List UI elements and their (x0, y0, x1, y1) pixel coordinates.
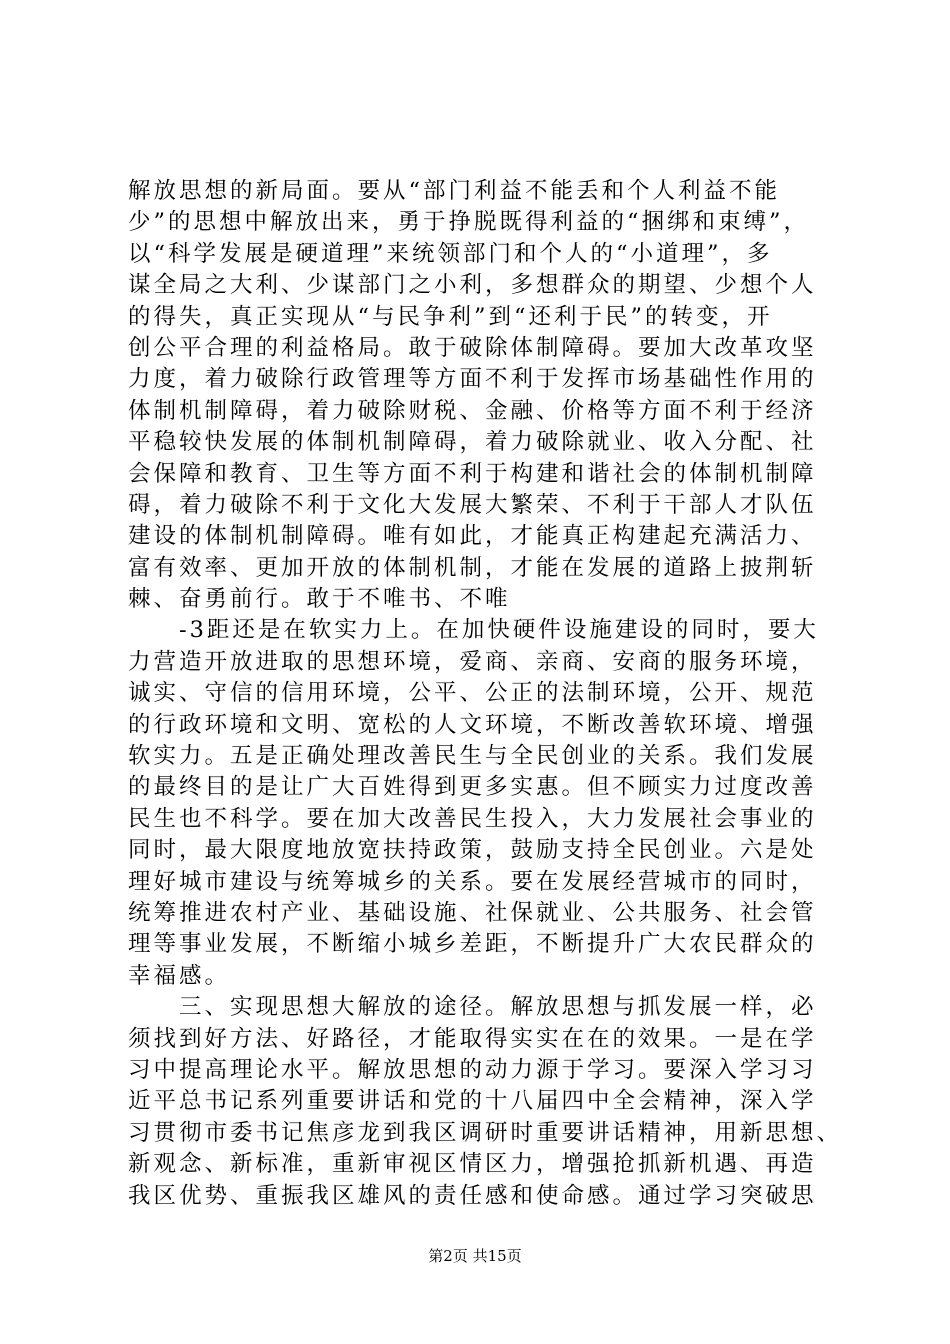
text-line: 的最终目的是让广大百姓得到更多实惠。但不顾实力过度改善 (128, 774, 817, 801)
text-line: 新观念、新标准，重新审视区情区力，增强抢抓新机遇、再造 (128, 1151, 817, 1178)
text-line: 力营造开放进取的思想环境，爱商、亲商、安商的服务环境， (128, 648, 817, 675)
text-line: 民生也不科学。要在加大改善民生投入，大力发展社会事业的 (128, 805, 817, 832)
text-line: 习贯彻市委书记焦彦龙到我区调研时重要讲话精神，用新思想、 (128, 1119, 843, 1146)
text-line: 力度，着力破除行政管理等方面不利于发挥市场基础性作用的 (128, 366, 817, 393)
text-line: 的行政环境和文明、宽松的人文环境，不断改善软环境、增强 (128, 711, 817, 738)
text-line: -3距还是在软实力上。在加快硬件设施建设的同时，要大 (128, 617, 819, 644)
text-line: 诚实、守信的信用环境，公平、公正的法制环境，公开、规范 (128, 680, 817, 707)
text-line: 须找到好方法、好路径，才能取得实实在在的效果。一是在学 (128, 1025, 817, 1052)
text-line: 理好城市建设与统筹城乡的关系。要在发展经营城市的同时， (128, 868, 817, 895)
text-line: 创公平合理的利益格局。敢于破除体制障碍。要加大改革攻坚 (128, 334, 817, 361)
text-line: 建设的体制机制障碍。唯有如此，才能真正构建起充满活力、 (128, 523, 817, 550)
text-line: 软实力。五是正确处理改善民生与全民创业的关系。我们发展 (128, 743, 817, 770)
text-line: 近平总书记系列重要讲话和党的十八届四中全会精神，深入学 (128, 1088, 817, 1115)
body-text (128, 176, 843, 1212)
text-line: 棘、奋勇前行。敢于不唯书、不唯 (128, 586, 511, 613)
page-number-footer: 第2页 共15页 (428, 1247, 522, 1265)
text-line: 少”的思想中解放出来，勇于挣脱既得利益的“捆绑和束缚”， (128, 209, 810, 236)
text-line: 同时，最大限度地放宽扶持政策，鼓励支持全民创业。六是处 (128, 837, 817, 864)
text-line: 会保障和教育、卫生等方面不利于构建和谐社会的体制机制障 (128, 460, 817, 487)
text-line: 解放思想的新局面。要从“部门利益不能丢和个人利益不能 (128, 178, 781, 204)
text-line: 的得失，真正实现从“与民争利”到“还利于民”的转变，开 (128, 303, 773, 330)
text-line: 理等事业发展，不断缩小城乡差距，不断提升广大农民群众的 (128, 931, 817, 958)
text-line: 平稳较快发展的体制机制障碍，着力破除就业、收入分配、社 (128, 429, 817, 456)
text-line: 幸福感。 (128, 962, 231, 989)
text-line: 三、实现思想大解放的途径。解放思想与抓发展一样，必 (128, 994, 817, 1021)
text-line: 体制机制障碍，着力破除财税、金融、价格等方面不利于经济 (128, 397, 817, 424)
text-line: 谋全局之大利、少谋部门之小利，多想群众的期望、少想个人 (128, 272, 817, 299)
text-line: 富有效率、更加开放的体制机制，才能在发展的道路上披荆斩 (128, 554, 817, 581)
text-line: 我区优势、重振我区雄风的责任感和使命感。通过学习突破思 (128, 1182, 817, 1209)
text-line: 习中提高理论水平。解放思想的动力源于学习。要深入学习习 (128, 1056, 817, 1083)
text-line: 以“科学发展是硬道理”来统领部门和个人的“小道理”，多 (128, 240, 773, 267)
text-line: 碍，着力破除不利于文化大发展大繁荣、不利于干部人才队伍 (128, 491, 817, 518)
text-line: 统筹推进农村产业、基础设施、社保就业、公共服务、社会管 (128, 899, 817, 926)
